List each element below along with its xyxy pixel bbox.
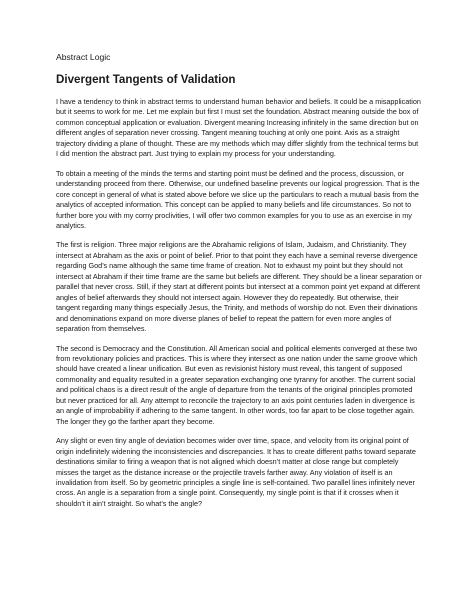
paragraph-meeting-of-minds: To obtain a meeting of the minds the terms and starting point must be defined and the process, discussion, or understanding proceed from there. Otherwise, our undefined baseline prevents our logical progression. That is the core concept in general of what is stated above before we slice up the particulars to reach a mutual basis from the analytics of accepted information. This concept can be applied to many beliefs and life circumstances. So not to further bore you with my corny proclivities, I will offer two common examples for you to use as an exercise in my analytics. <box>56 168 420 230</box>
paragraph-intro: I have a tendency to think in abstract terms to understand human behavior and beliefs. It could be a misapplication but it seems to work for me. Let me explain but first I must set the foundation. Abstract meaning outside the box of common conceptual application or evaluation. Divergent meaning Increasing infinitely in the same direction but on different angles of separation never crossing. Tangent meaning touching at only one point. Axis as a straight trajectory dividing a plane of thought. These are my methods which may differ slightly from the technical terms but I did mention the abstract part. Just trying to explain my process for your understanding. <box>56 97 421 159</box>
paragraph-religion: The first is religion. Three major religions are the Abrahamic religions of Islam, Judaism, and Christianity. They intersect at Abraham as the axis or point of belief. Prior to that point they each have a seminal reverse divergence regarding God’s name although the same time frame of creation. Not to exhaust my point but they should not intersect at Abraham if their time frame are the same but beliefs are different. They should be a linear separation or parallel that never cross. Still, if they start at different points but intersect at a common point yet expand at different angles of belief afterwards they should not intersect again. However they do repeatedly. But otherwise, their tangent regarding many things especially Jesus, the Trinity, and methods of worship do not. Even their divinations and denominations expand on more diverse planes of belief to repeat the pattern for even more angles of separation from themselves. <box>56 240 422 334</box>
paragraph-conclusion: Any slight or even tiny angle of deviation becomes wider over time, space, and velocity from its original point of origin indefinitely widening the inconsistencies and discrepancies. It has to create different paths toward separate destinations similar to firing a weapon that is not aligned which doesn’t matter at close range but completely misses the target as the distance increase or the projectile travels farther away. Any violation of itself is an invalidation from itself. So by geometric principles a single line is self-contained. Two parallel lines infinitely never cross. An angle is a separation from a single point. Consequently, my single point is that if it crosses when it shouldn’t it ain’t straight. So what’s the angle? <box>56 436 416 508</box>
document-title: Divergent Tangents of Validation <box>56 73 236 86</box>
section-label: Abstract Logic <box>56 52 111 62</box>
paragraph-democracy: The second is Democracy and the Constitution. All American social and political elements converged at these two from revolutionary policies and practices. This is where they intersect as one nation under the same groove which should have created a linear unification. But even as revisionist history must reveal, this tangent of supposed commonality and equality resulted in a greater separation exchanging one tyranny for another. The current social and political chaos is a direct result of the angle of departure from the tenants of the original principles promoted but never practiced for all. Any attempt to reconcile the trajectory to an axis point centuries laden in divergence is an angle of improbability if adhering to the same tangent. In other words, too far apart to be close together again. The longer they go the farther apart they become. <box>56 343 418 426</box>
